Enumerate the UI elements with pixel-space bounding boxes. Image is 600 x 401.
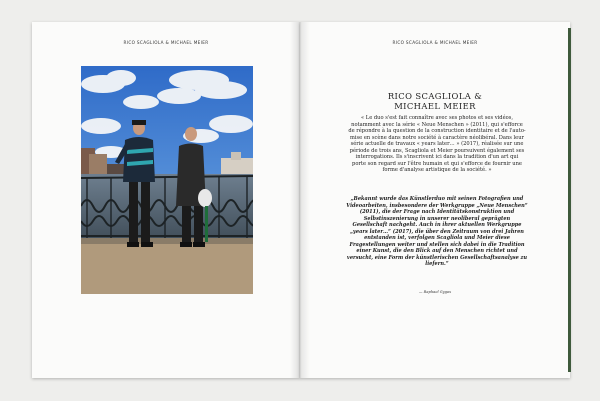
quote-author: — Raphael Gygax xyxy=(418,290,452,294)
french-quote: « Le duo s'est fait connaître avec ses photos et ses vidéos, notamment avec la série « Neue Menschen » (2011), qui s'efforce de répondre à la question de la construction identitaire et de l'auto-mise en scène dans notre société à caractère néolibéral. Dans leur série actuelle de travaux « years later… » (2017), réalisée sur une période de trois ans, Scagliola et Meier poursuivent également ses interrogations. Ils s'inscrivent ici dans la tradition d'un art qui porte son regard sur l'être humain et qui s'efforce de fournir une forme d'analyse artistique de la société. » xyxy=(348,115,526,174)
book-edge xyxy=(568,28,571,372)
german-quote: „Bekannt wurde das Künstlerduo mit seinen Fotografien und Videoarbeiten, insbesondere der Werkgruppe „Neue Menschen“ (2011), die der Frage nach Identitätskonstruktion und Selbstinszenierung in unserer neoliberal geprägten Gesellschaft nachgeht. Auch in ihrer aktuellen Werkgruppe „years later…“ (2017), die über den Zeitraum von drei Jahren entstanden ist, verfolgen Scagliola und Meier diese Fragestellungen weiter und stellen sich dabei in die Tradition einer Kunst, die den Blick auf den Menschen richtet und versucht, eine Form der künstlerischen Gesellschaftsanalyse zu liefern.“ xyxy=(346,196,528,268)
book-gutter xyxy=(290,22,310,378)
right-page xyxy=(300,22,570,378)
left-page xyxy=(32,22,300,378)
running-head-right: RICO SCAGLIOLA & MICHAEL MEIER xyxy=(392,40,478,45)
running-head-left: RICO SCAGLIOLA & MICHAEL MEIER xyxy=(123,40,209,45)
title-line-1: RICO SCAGLIOLA & xyxy=(387,91,483,101)
title-line-2: MICHAEL MEIER xyxy=(394,100,476,111)
open-book xyxy=(32,22,570,378)
photo-illustration xyxy=(81,66,253,294)
artist-title xyxy=(300,92,570,111)
artists-photo xyxy=(81,66,253,294)
